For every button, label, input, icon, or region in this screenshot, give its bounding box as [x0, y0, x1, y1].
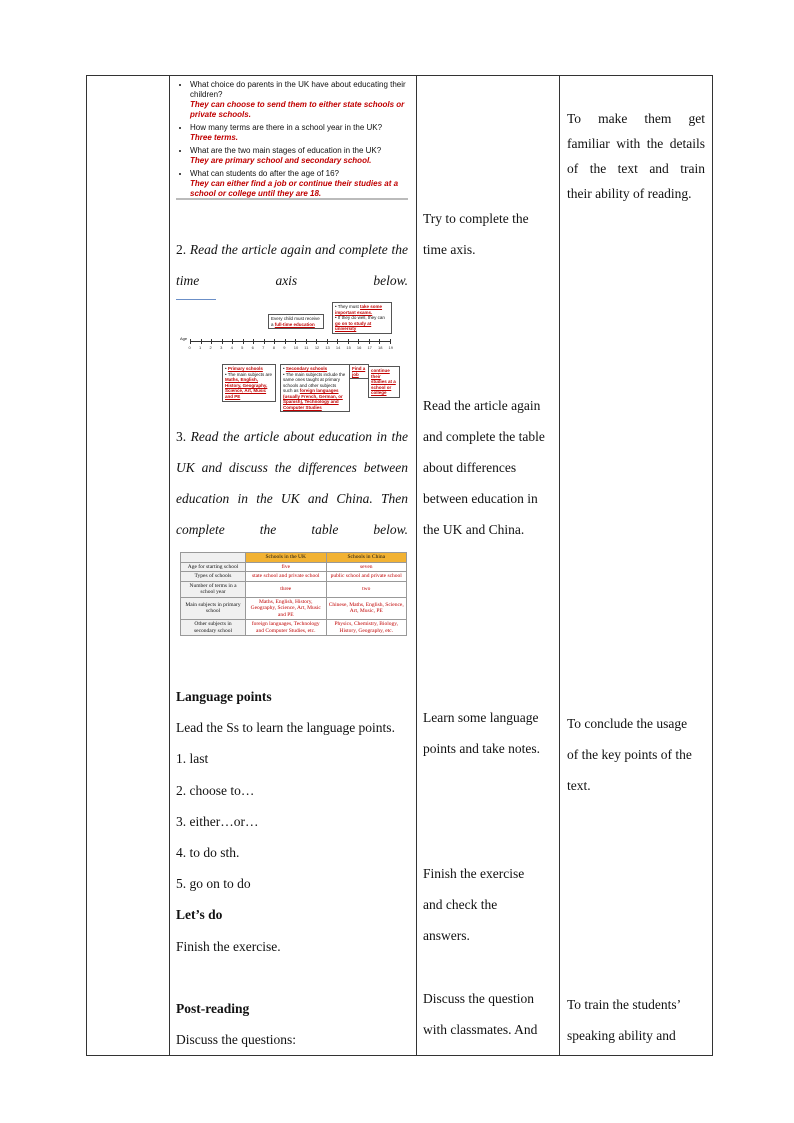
comparison-table [180, 552, 407, 636]
tl-tick [222, 339, 223, 344]
tl-tick-label: 16 [356, 345, 362, 350]
tl-tick-label: 19 [388, 345, 393, 350]
teacher-activity-column [170, 76, 417, 1056]
tl-tick [358, 339, 359, 344]
tl-tick-label: 15 [346, 345, 351, 350]
question-3: What are the two main stages of education in the UK? [190, 146, 382, 155]
purpose-2: To conclude the usage of the key points of the text. [567, 716, 692, 793]
purpose-1: To make them get familiar with the details of the text and train their ability of reading. [567, 111, 705, 201]
language-points-intro: Lead the Ss to learn the language points. [176, 720, 395, 735]
answer-1: They can choose to send them to either state schools or private schools. [190, 100, 405, 119]
post-reading-title: Post-reading [176, 1001, 250, 1016]
purpose-column [560, 76, 713, 1056]
tl-tick [253, 339, 254, 344]
cmp-header-uk: Schools in the UK [246, 553, 327, 563]
tl-tick [390, 339, 391, 344]
list-item: 4. to do sth. [176, 845, 240, 860]
tl-box-job: Find a job [349, 364, 369, 379]
purpose-3: To train the students’ speaking ability and [567, 997, 682, 1043]
tl-tick [201, 339, 202, 344]
question-1: What choice do parents in the UK have about educating their children? [190, 80, 406, 99]
tl-box-continue: continue their studies at a school or college [368, 366, 400, 398]
activity-4: Finish the exercise and check the answers. [423, 866, 525, 943]
lesson-plan-table [86, 75, 713, 1056]
table-row: Other subjects in secondary school foreign languages, Technology and Computer Studies, etc. Physics, Chemistry, Biology, History, Geography, etc. [181, 620, 407, 636]
tl-box-primary: • Primary schools • The main subjects are Maths, English, History, Geography, Science, Art, Music and PE [222, 364, 276, 402]
language-points-title: Language points [176, 689, 272, 704]
tl-box-fulltime: Every child must receive a full-time education [268, 314, 324, 329]
answer-4: They can either find a job or continue their studies at a school or college until they are 18. [190, 179, 399, 198]
task-2-text: 2. Read the article again and complete the time axis below. [176, 242, 408, 288]
table-row: Number of terms in a school year three two [181, 581, 407, 597]
comprehension-answers-image [176, 76, 408, 200]
tl-tick-label: 11 [304, 345, 309, 350]
tl-tick [348, 339, 349, 344]
table-row: Age for starting school five seven [181, 562, 407, 572]
tl-tick [211, 339, 212, 344]
tl-box-secondary: • Secondary schools • The main subjects include the same ones taught at primary schools and other subjects such as foreign languages (usually French, German, or Spanish), Technology and Computer Studies [280, 364, 350, 412]
tl-tick-label: 7 [262, 345, 265, 350]
tl-tick-label: 6 [251, 345, 254, 350]
tl-tick-label: 9 [283, 345, 286, 350]
tl-tick [264, 339, 265, 344]
table-row: Main subjects in primary school Maths, English, History, Geography, Science, Art, Music and PE Chinese, Maths, English, Science, Art, Music, PE [181, 597, 407, 620]
tl-tick-label: 13 [325, 345, 330, 350]
tl-tick [190, 339, 191, 344]
tl-tick [316, 339, 317, 344]
stage-column [87, 76, 170, 1056]
task-3-text: 3. Read the article about education in the UK and discuss the differences between education in the UK and China. Then complete the table below. [176, 429, 409, 537]
student-activity-column [417, 76, 560, 1056]
tl-tick-label: 17 [367, 345, 372, 350]
activity-2: Read the article again and complete the table about differences between education in the UK and China. [423, 398, 545, 537]
tl-tick-label: 2 [209, 345, 212, 350]
table-row: Types of schools state school and private school public school and private school [181, 572, 407, 582]
lets-do-title: Let’s do [176, 907, 223, 922]
tl-tick [232, 339, 233, 344]
list-item: 1. last [176, 751, 209, 766]
list-item: 2. choose to… [176, 783, 255, 798]
lets-do-text: Finish the exercise. [176, 939, 281, 954]
activity-5: Discuss the question with classmates. And [423, 991, 538, 1037]
answer-3: They are primary school and secondary school. [190, 156, 372, 165]
tl-axis-line [190, 341, 390, 342]
tl-tick [285, 339, 286, 344]
tl-tick [243, 339, 244, 344]
tl-tick [369, 339, 370, 344]
time-axis-image [176, 298, 408, 410]
tl-tick-label: 10 [293, 345, 299, 350]
cmp-header-china: Schools in China [326, 553, 407, 563]
tl-tick [379, 339, 380, 344]
tl-tick-label: 18 [377, 345, 383, 350]
tl-tick-label: 14 [335, 345, 341, 350]
tl-tick [295, 339, 296, 344]
tl-box-exams: • They must take some important exams. • If they do well, they can go on to study at university [332, 302, 392, 334]
tl-tick-label: 5 [241, 345, 244, 350]
tl-tick-label: 12 [314, 345, 320, 350]
tl-tick [274, 339, 275, 344]
tl-tick [306, 339, 307, 344]
post-reading-text: Discuss the questions: [176, 1032, 296, 1047]
activity-3: Learn some language points and take notes. [423, 710, 540, 756]
question-2: How many terms are there in a school year in the UK? [190, 123, 383, 132]
tl-age-label: Age [180, 336, 188, 341]
answer-2: Three terms. [190, 133, 239, 142]
tl-tick-label: 1 [199, 345, 202, 350]
list-item: 5. go on to do [176, 876, 251, 891]
tl-tick-label: 8 [272, 345, 275, 350]
activity-1: Try to complete the time axis. [423, 211, 529, 257]
tl-tick-label: 4 [230, 345, 233, 350]
tl-tick-label: 0 [188, 345, 191, 350]
tl-tick [337, 339, 338, 344]
list-item: 3. either…or… [176, 814, 259, 829]
tl-tick [327, 339, 328, 344]
tl-tick-label: 3 [220, 345, 223, 350]
question-4: What can students do after the age of 16? [190, 169, 339, 178]
